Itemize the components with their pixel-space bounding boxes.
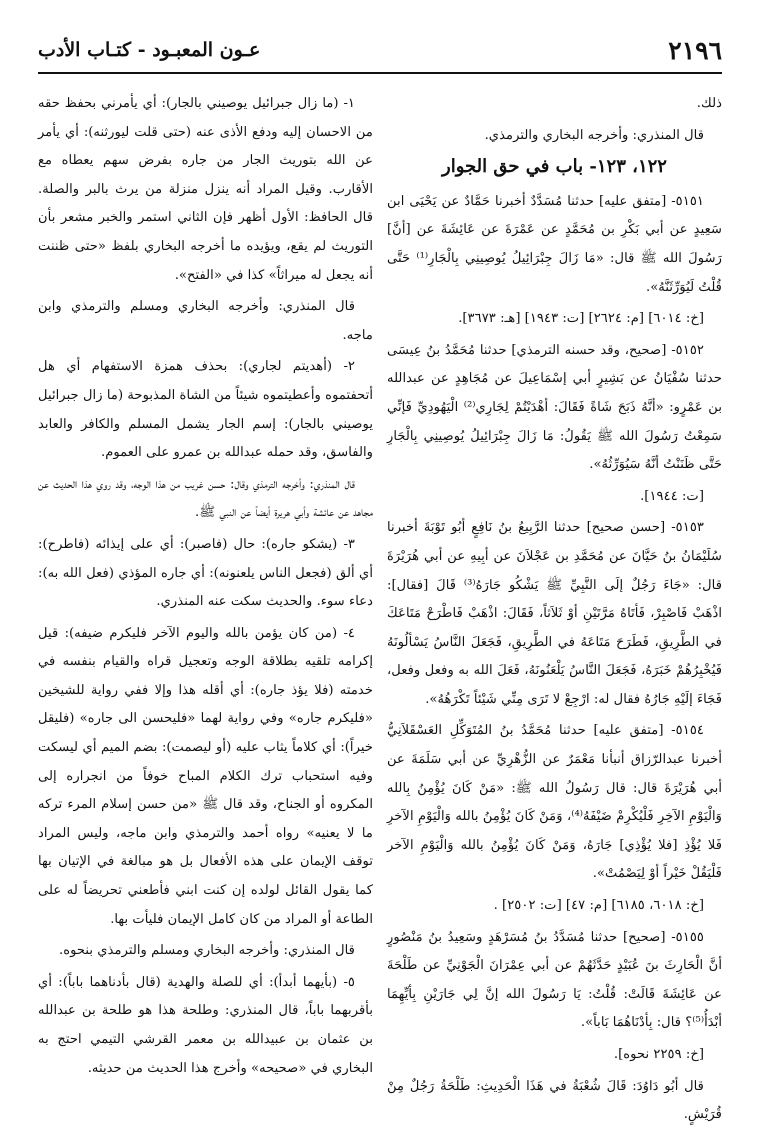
hadith-column [387,90,722,1123]
note-4-mundhiri: قال المنذري: وأخرجه البخاري ومسلم والترمذي بنحوه. [59,943,355,959]
page-header [38,30,722,70]
note-3: ٣- (يشكو جاره): حال (فاصبر): أي على إيذائه (فاطرح): أي ألق (فجعل الناس يلعنونه): أي جاره المؤذي (فعل الله به): دعاء سوء. والحديث سكت عنه المنذري. [38,536,373,610]
note-2: ٢- (أهديتم لجاري): بحذف همزة الاستفهام أي هل أتحفتموه وأعطيتموه شيئاً من الشاة المذبوحة (ما زال جبرائيل يوصيني بالجار): إسم الجار يشمل المسلم والكافر والعابد والفاسق، وقد حمله عبدالله بن عمرو على العموم. [38,359,373,461]
hadith-5151-refs: [خ: ٦٠١٤] [م: ٢٦٢٤] [ت: ١٩٤٣] [هـ: ٣٦٧٣]. [458,311,704,327]
chapter-heading: ١٢٢، ١٢٣- باب في حق الجوار [442,156,667,178]
note-1-mundhiri: قال المنذري: وأخرجه البخاري ومسلم والترمذي وابن ماجه. [38,299,373,343]
note-2-mundhiri: قال المنذري: وأخرجه الترمذي وقال: حسن غريب من هذا الوجه، وقد روي هذا الحديث عن مجاهد عن عائشة وأبي هريرة أيضاً عن النبي ﷺ. [38,476,373,521]
commentary-column [38,90,373,1076]
hadith-5152-refs: [ت: ١٩٤٤]. [640,488,704,504]
hadith-5155-refs: [خ: ٢٢٥٩ نحوه]. [613,1047,704,1062]
hadith-5152: ٥١٥٢- [صحيح، وقد حسنه الترمذي] حدثنا مُحَمَّدُ بنُ عِيسَى حدثنا سُفْيَانُ عن بَشِيرٍ أبي إسْمَاعِيلَ عن مُجَاهِدٍ عن عبدالله بن عَمْرٍو: «أنَّهُ ذَبَحَ شَاةً فَقَالَ: أهْدَيْتُمْ لِجَارِي⁽²⁾ الْيَهُودِيِّ فَإنِّي سَمِعْتُ رَسُولَ الله ﷺ يَقُولُ: مَا زَالَ جِبْرَائِيلُ يُوصِينِي بِالْجَارِ حَتَّى ظَنَنْتُ أنَّهُ سَيُوَرِّثُهُ». [387,342,722,473]
note-1: ١- (ما زال جبرائيل يوصيني بالجار): أي يأمرني بحفظ حقه من الاحسان إليه ودفع الأذى عنه (حتى قلت ليورثنه): أي يأمر عن الله بتوريث الجار من جاره بفرض سهم يعطاه مع الأقارب. وقيل المراد أنه ينزل منزلة من يرث بالبر والصلة. قال الحافظ: الأول أظهر فإن الثاني استمر والخبر مشعر بأن التوريث لم يقع، ويؤيده ما أخرجه البخاري بلفظ «حتى ظننت أنه يجعل له ميراثاً» كذا في «الفتح». [38,96,373,283]
hadith-5151: ٥١٥١- [متفق عليه] حدثنا مُسَدَّدٌ أخبرنا حَمَّادٌ عن يَحْيَى ابن سَعِيدٍ عن أبي بَكْرِ بن مُحَمَّدٍ عن عَمْرَةَ عن عَائِشَةَ عن [أنَّ] رَسُولَ الله ﷺ قال: «مَا زَالَ جِبْرَائِيلُ يُوصِينِي بِالْجَارِ⁽¹⁾ حَتَّى قُلْتُ لَيُوَرِّثَنَّهُ». [387,193,722,295]
page-number: ٢١٩٦ [668,35,722,65]
intro-word: ذلك. [696,96,722,111]
hadith-5154: ٥١٥٤- [متفق عليه] حدثنا مُحَمَّدُ بنُ المُتَوَكِّلِ العَسْقَلاَنِيُّ أخبرنا عبدالرّزاق أنبأنا مَعْمَرٌ عن الزُّهْرِيِّ عن أبي سَلَمَةَ عن أبي هُرَيْرَةَ قال: قال رَسُولُ الله ﷺ: «مَنْ كَانَ يُؤْمِنُ بِالله وَالْيَوْمِ الآخِرِ فَلْيُكْرِمْ ضَيْفَهُ⁽⁴⁾، وَمَنْ كَانَ يُؤْمِنُ بالله وَالْيَوْمِ الآخرِ فَلا يُؤْذِ [فلا يُؤْذِي] جَارَهُ، وَمَنْ كَانَ يُؤْمِنُ بالله وَالْيَوْمِ الآخر فَلْيَقُلْ خَيْراً أوْ لِيَصْمُتْ». [387,723,722,882]
note-5: ٥- (بأيهما أبدأ): أي للصلة والهدية (قال بأدناهما باباً): أي بأقربهما باباً، قال المنذري: وطلحة هذا هو طلحة بن عبدالله بن عثمان بن عبيدالله بن معمر القرشي التيمي احتج به البخاري في «صحيحه» وأخرج هذا الحديث من حديثه. [38,974,373,1076]
hadith-5153: ٥١٥٣- [حسن صحيح] حدثنا الرَّبِيعُ بنُ نَافِعٍ أبُو تَوْبَةَ أخبرنا سُلَيْمَانُ بنُ حَيَّانَ عن مُحَمَّدِ بن عَجْلاَنَ عن أبِيهِ عن أبي هُرَيْرَةَ قال: «جَاءَ رَجُلٌ إلَى النَّبِيِّ ﷺ يَشْكُو جَارَهُ⁽³⁾ قَالَ [فقال]: اذْهَبْ فَاصْبِرْ، فَأتَاهُ مَرَّتَيْنِ أوْ ثَلاَثاً، فَقَالَ: اذْهَبْ فَاطْرَحْ مَتَاعَكَ في الطَّرِيقِ، فَطَرَحَ مَتَاعَهُ في الطَّرِيقِ، فَجَعَلَ النَّاسُ يَسْألُونَهُ فَيُخْبِرُهُمْ خَبَرَهُ، فَجَعَلَ النَّاسُ يَلْعَنُونَهُ، فَعَلَ الله به وفعل وفعل، فَجَاءَ إلَيْهِ جَارُهُ فقال له: ارْجِعْ لا تَرَى مِنِّي شَيْئاً تَكْرَهُهُ». [387,520,722,707]
running-title: عـون المعبـود - كتـاب الأدب [38,39,261,61]
header-rule [38,72,722,74]
note-4: ٤- (من كان يؤمن بالله واليوم الآخر فليكرم ضيفه): قيل إكرامه تلقيه بطلاقة الوجه وتعجيل قراه والقيام بنفسه في خدمته (فلا يؤذ جاره): أي أقله هذا وإلا ففي رواية للشيخين «فليكرم جاره» وفي رواية لهما «فليحسن الى جاره» (فليقل خيراً): أي كلاماً يثاب عليه (أو ليصمت): بضم الميم أي ليسكت وفيه استحباب ترك الكلام المباح خوفاً من انجراره إلى المكروه أو الجناح، وقد قال ﷺ «من حسن إسلام المرء تركه ما لا يعنيه» رواه أحمد والترمذي وابن ماجه، وليس المراد توقف الإيمان على هذه الأفعال بل هو مبالغة في الإتيان بها كما يقول القائل لولده إن كنت ابني فأطعني تحريضاً له على الطاعة أو المراد من كان كامل الإيمان فليأت بها. [38,625,373,927]
hadith-5154-refs: [خ: ٦٠١٨، ٦١٨٥] [م: ٤٧] [ت: ٢٥٠٢] . [493,898,704,914]
abu-dawud-note: قال أبُو دَاوُدَ: قَالَ شُعْبَةُ في هَذَا الْحَدِيثِ: طَلْحَةُ رَجُلٌ مِنْ قُرَيْشٍ. [387,1078,722,1123]
mundhiri-note: قال المنذري: وأخرجه البخاري والترمذي. [484,127,704,143]
hadith-5155: ٥١٥٥- [صحيح] حدثنا مُسَدَّدُ بنُ مُسَرْهَدٍ وسَعِيدُ بنُ مَنْصُورٍ أنَّ الْحَارِثَ بنَ عُبَيْدٍ حَدَّثَهُمْ عن أبي عِمْرَانَ الْجَوْنِيِّ عن طَلْحَةَ عن عَائِشَةَ قَالَتْ: قُلْتُ: يَا رَسُولَ الله إنَّ لِي جَارَيْنِ بِأيِّهِمَا أبْدَأُ⁽⁵⁾؟ قال: بِأدْنَاهُمَا بَاباً». [387,929,722,1031]
